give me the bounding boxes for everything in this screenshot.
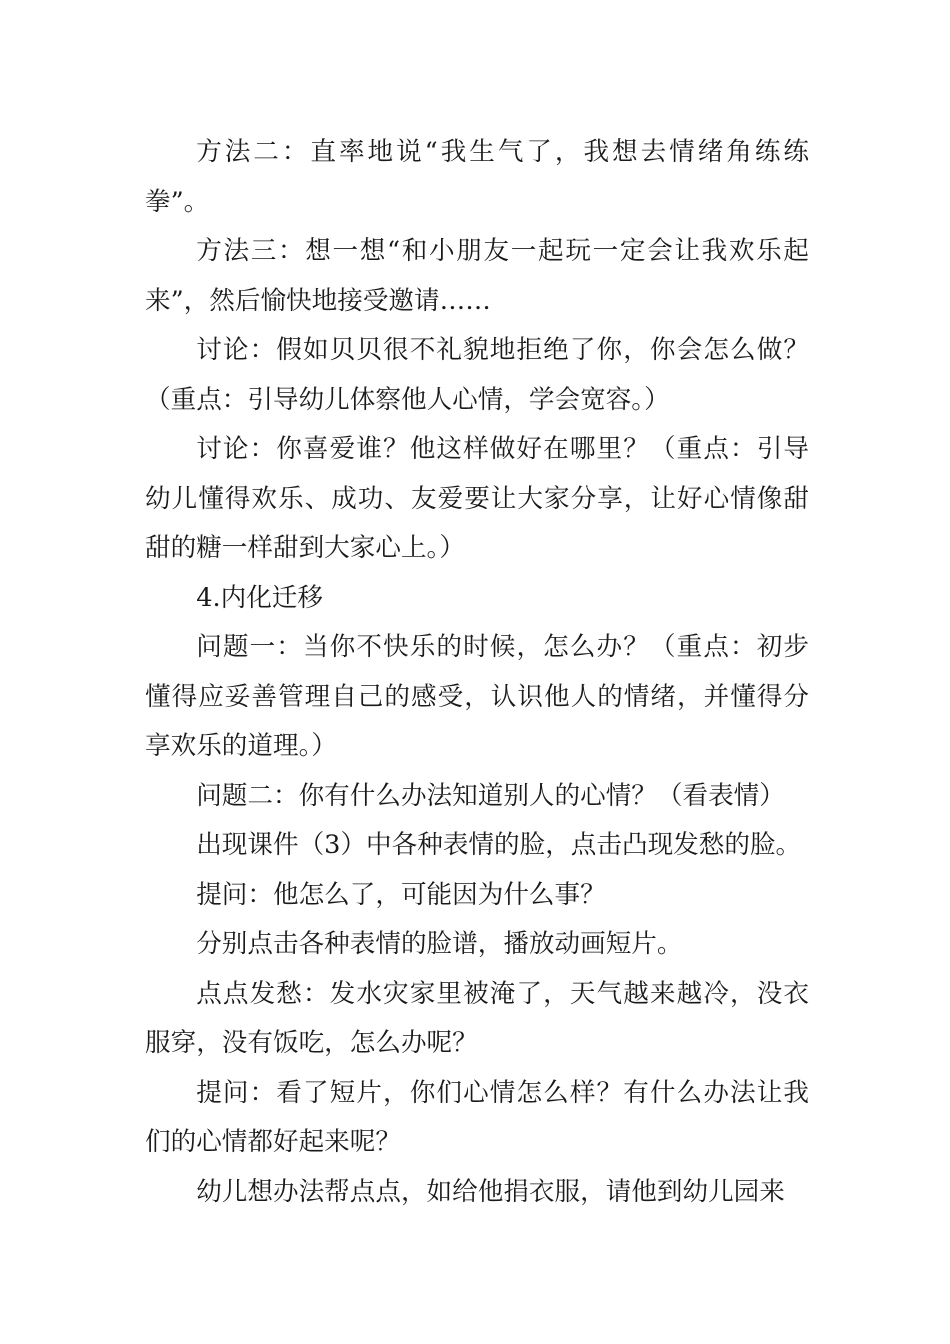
paragraph-question-two: 问题二：你有什么办法知道别人的心情？（看表情） — [196, 780, 785, 811]
paragraph-diandian-worried: 点点发愁：发水灾家里被淹了，天气越来越冷，没衣服穿，没有饭吃，怎么办呢？ — [145, 978, 809, 1058]
document-body — [145, 128, 809, 1217]
paragraph-question-one: 问题一：当你不快乐的时候，怎么办？（重点：初步懂得应妥善管理自己的感受，认识他人的情绪，并懂得分享欢乐的道理。） — [145, 632, 809, 761]
paragraph-discussion-one: 讨论：假如贝贝很不礼貌地拒绝了你，你会怎么做？（重点：引导幼儿体察他人心情，学会宽容。） — [145, 335, 809, 415]
paragraph-method-two: 方法二：直率地说“我生气了，我想去情绪角练练拳”。 — [145, 137, 809, 217]
paragraph-ask-one: 提问：他怎么了，可能因为什么事？ — [196, 879, 606, 910]
paragraph-play-animation: 分别点击各种表情的脸谱，播放动画短片。 — [196, 929, 683, 959]
paragraph-discussion-two: 讨论：你喜爱谁？他这样做好在哪里？（重点：引导幼儿懂得欢乐、成功、友爱要让大家分享，让好心情像甜甜的糖一样甜到大家心上。） — [145, 434, 809, 563]
section-heading-internalize: 4.内化迁移 — [196, 582, 323, 613]
paragraph-ask-two: 提问：看了短片，你们心情怎么样？有什么办法让我们的心情都好起来呢？ — [145, 1077, 809, 1157]
paragraph-method-three: 方法三：想一想“和小朋友一起玩一定会让我欢乐起来”，然后愉快地接受邀请…… — [145, 236, 809, 316]
paragraph-help-diandian: 幼儿想办法帮点点，如给他捐衣服，请他到幼儿园来 — [196, 1176, 785, 1207]
paragraph-courseware: 出现课件（3）中各种表情的脸，点击凸现发愁的脸。 — [196, 830, 802, 860]
